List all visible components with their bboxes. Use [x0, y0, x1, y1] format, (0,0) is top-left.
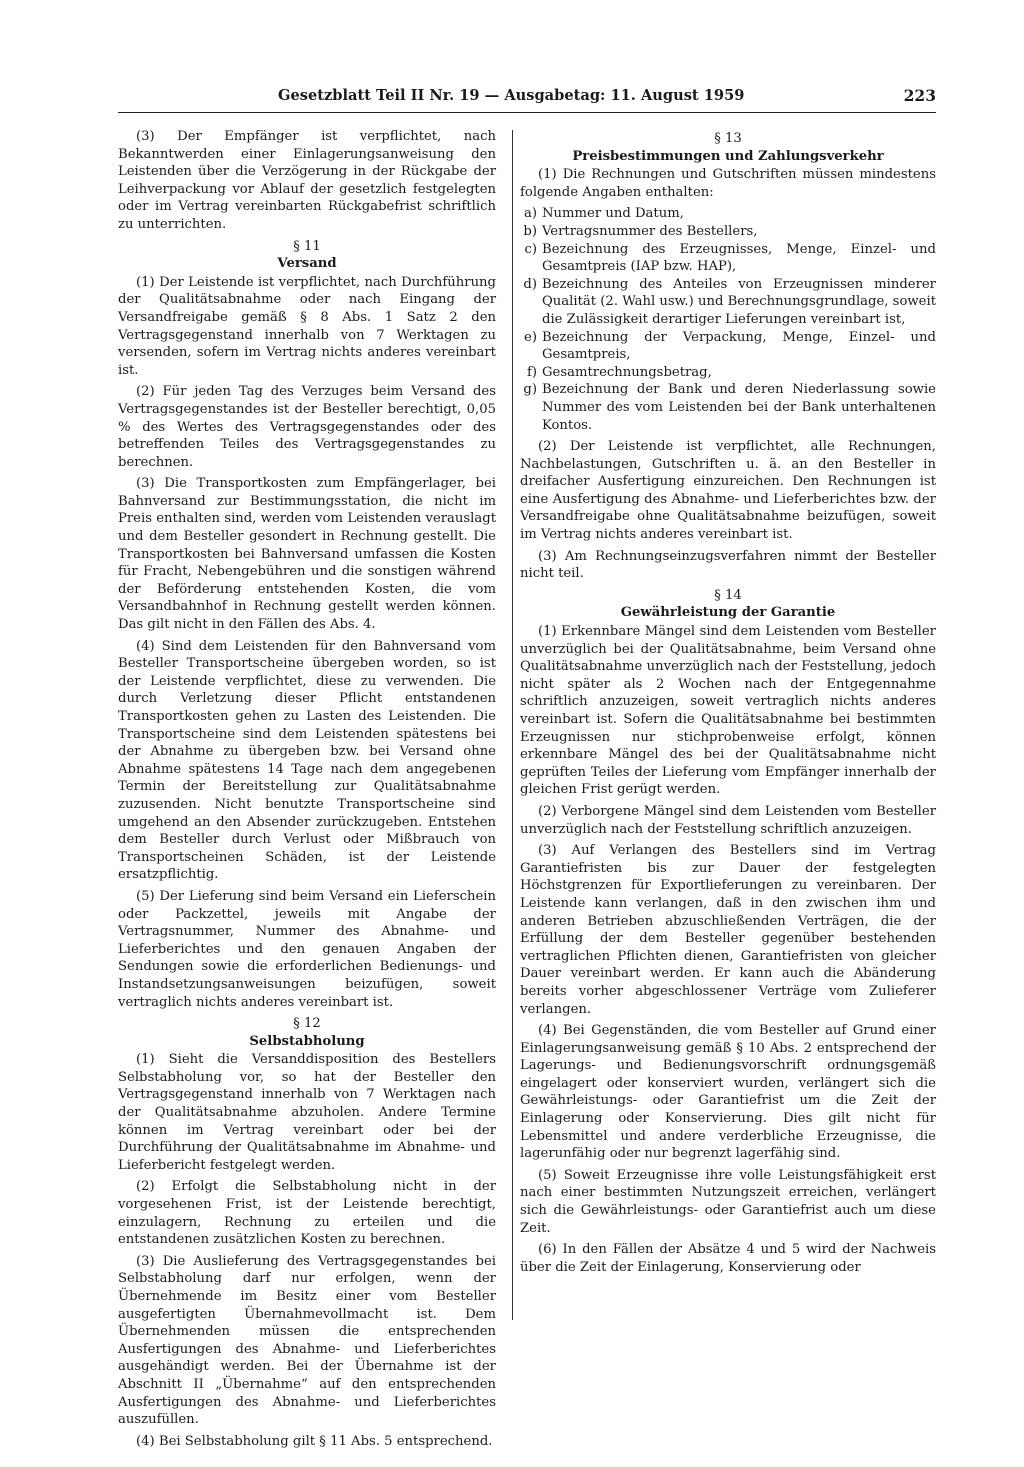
paragraph: (4) Bei Gegenständen, die vom Besteller auf Grund einer Einlagerungsanweisung gemäß § 10 Abs. 2 entsprechend der Lagerungs- und Bedienungsvorschrift ordnungsgemäß eingelagert oder konserviert wurden, verlängert sich die Gewährleistungs- oder Garantiefrist um die Zeit der Einlagerung oder Konservierung. Dies gilt nicht für Lebensmittel und andere verderbliche Erzeugnisse, die lagerunfähig oder nur begrenzt lagerfähig sind.: [520, 1023, 936, 1162]
paragraph: (2) Der Leistende ist verpflichtet, alle Rechnungen, Nachbelastungen, Gutschriften u. ä. an den Besteller in dreifacher Ausfertigung einzureichen. Den Rechnungen ist eine Ausfertigung des Abnahme- und Lieferberichtes bzw. der Versandfreigabe ohne Qualitätsabnahme beizufügen, soweit im Vertrag nichts anderes vereinbart ist.: [520, 439, 936, 543]
list-item: [520, 223, 936, 241]
header-title: Gesetzblatt Teil II Nr. 19 — Ausgabetag: 11. August 1959: [278, 87, 745, 104]
list-marker: c): [524, 241, 537, 257]
section-number: § 13: [714, 131, 742, 146]
list-item: [520, 329, 936, 364]
section-title: Preisbestimmungen und Zahlungsverkehr: [572, 148, 884, 164]
paragraph: (3) Die Transportkosten zum Empfängerlager, bei Bahnversand zur Bestimmungsstation, die nicht im Preis enthalten sind, werden vom Leistenden verauslagt und dem Besteller gesondert in Rechnung gestellt. Die Transportkosten bei Bahnversand umfassen die Kosten für Fracht, Nebengebühren und die sonstigen während der Beförderung entstehenden Kosten, die vom Versandbahnhof in Rechnung gestellt werden können. Das gilt nicht in den Fällen des Abs. 4.: [118, 476, 496, 633]
list-marker: d): [523, 276, 537, 292]
section-title: Versand: [277, 256, 337, 272]
list-item: [520, 276, 936, 329]
list-item: [520, 205, 936, 223]
paragraph: (2) Für jeden Tag des Verzuges beim Versand des Vertragsgegenstandes ist der Besteller berechtigt, 0,05 % des Wertes des Vertragsgegenstandes oder des betreffenden Teiles des Vertragsgegenstandes zu berechnen.: [118, 384, 496, 470]
header-rule: [118, 112, 936, 113]
list-item: [520, 241, 936, 276]
list-item: [520, 381, 936, 434]
paragraph: (6) In den Fällen der Absätze 4 und 5 wird der Nachweis über die Zeit der Einlagerung, Konservierung oder: [520, 1242, 936, 1275]
list-text: Nummer und Datum,: [542, 206, 684, 222]
list-item: [520, 364, 936, 382]
list-marker: g): [523, 382, 537, 398]
paragraph: (3) Der Empfänger ist verpflichtet, nach Bekanntwerden einer Einlagerungsanweisung den Leistenden über die Verzögerung in der Rückgabe der Leihverpackung vor Ablauf der gesetzlich festgelegten oder im Vertrag vereinbarten Rückgabefrist schriftlich zu unterrichten.: [118, 129, 496, 232]
paragraph: (1) Die Rechnungen und Gutschriften müssen mindestens folgende Angaben enthalten:: [520, 167, 936, 200]
section-number: § 12: [293, 1016, 321, 1032]
paragraph: (3) Auf Verlangen des Bestellers sind im Vertrag Garantiefristen bis zur Dauer der festgelegten Höchstgrenzen für Exportlieferungen zu vereinbaren. Der Leistende kann verlangen, daß in den zwischen ihm und anderen Betrieben abzuschließenden Verträgen, die der Erfüllung der dem Besteller gegenüber bestehenden vertraglichen Pflichten dienen, Garantiefristen von gleicher Dauer vereinbart werden. Er kann auch die Abänderung bereits vorher abgeschlossener Verträge vom Zulieferer verlangen.: [520, 843, 936, 1017]
page-number: 223: [903, 86, 936, 105]
list-text: Bezeichnung des Erzeugnisses, Menge, Einzel- und Gesamtpreis (IAP bzw. HAP),: [542, 241, 936, 275]
left-column: [118, 128, 496, 1454]
section-number: § 14: [714, 587, 742, 603]
right-column: [520, 128, 936, 1280]
paragraph: (2) Verborgene Mängel sind dem Leistenden vom Besteller unverzüglich nach der Feststellung schriftlich anzuzeigen.: [520, 803, 936, 837]
list-marker: b): [523, 223, 537, 239]
list-text: Vertragsnummer des Bestellers,: [542, 223, 758, 239]
requirements-list: [520, 205, 936, 434]
section-title: Gewährleistung der Garantie: [620, 605, 836, 621]
paragraph: (1) Erkennbare Mängel sind dem Leistenden vom Besteller unverzüglich bei der Qualitätsabnahme, beim Versand ohne Qualitätsabnahme unverzüglich nach der Feststellung, jedoch nicht später als 2 Wochen nach der Entgegennahme schriftlich anzuzeigen, soweit vertraglich nichts anderes vereinbart ist. Sofern die Qualitätsabnahme bei bestimmten Erzeugnissen nur stichprobenweise erfolgt, können erkennbare Mängel des bei der Qualitätsabnahme nicht geprüften Teiles der Lieferung vom Empfänger innerhalb der gleichen Frist gerügt werden.: [520, 624, 936, 798]
list-marker: a): [523, 206, 537, 222]
paragraph: (1) Sieht die Versanddisposition des Bestellers Selbstabholung vor, so hat der Besteller den Vertragsgegenstand innerhalb von 7 Werktagen nach der Qualitätsabnahme abzuholen. Andere Termine können im Vertrag vereinbart oder bei der Durchführung der Qualitätsabnahme im Abnahme- und Lieferbericht festgelegt werden.: [118, 1052, 496, 1173]
paragraph: (4) Bei Selbstabholung gilt § 11 Abs. 5 entsprechend.: [136, 1433, 493, 1449]
list-text: Bezeichnung der Bank und deren Niederlassung sowie Nummer des vom Leistenden bei der Bank unterhaltenen Kontos.: [542, 382, 936, 433]
paragraph: (1) Der Leistende ist verpflichtet, nach Durchführung der Qualitätsabnahme oder nach Eingang der Versandfreigabe gemäß § 8 Abs. 1 Satz 2 den Vertragsgegenstand innerhalb von 7 Werktagen zu versenden, sofern im Vertrag nichts anderes vereinbart ist.: [118, 274, 496, 378]
list-marker: f): [526, 364, 537, 380]
paragraph: (5) Soweit Erzeugnisse ihre volle Leistungsfähigkeit erst nach einer bestimmten Nutzungszeit erreichen, verlängert sich die Gewährleistungs- oder Garantiefrist auch um diese Zeit.: [520, 1167, 936, 1236]
paragraph: (5) Der Lieferung sind beim Versand ein Lieferschein oder Packzettel, jeweils mit Angabe der Vertragsnummer, Nummer des Abnahme- und Lieferberichtes und den genauen Angaben der Sendungen sowie die erforderlichen Bedienungs- und Instandsetzungsanweisungen beizufügen, soweit vertraglich nichts anderes vereinbart ist.: [118, 888, 496, 1010]
paragraph: (2) Erfolgt die Selbstabholung nicht in der vorgesehenen Frist, ist der Leistende berechtigt, einzulagern, Rechnung zu erteilen und die entstandenen zusätzlichen Kosten zu berechnen.: [118, 1179, 496, 1248]
paragraph: (3) Am Rechnungseinzugsverfahren nimmt der Besteller nicht teil.: [520, 548, 936, 582]
list-text: Gesamtrechnungsbetrag,: [542, 364, 712, 380]
list-text: Bezeichnung des Anteiles von Erzeugnissen minderer Qualität (2. Wahl usw.) und Berechnungsgrundlage, soweit die Zulässigkeit derartiger Lieferungen vereinbart ist,: [542, 276, 936, 327]
list-text: Bezeichnung der Verpackung, Menge, Einzel- und Gesamtpreis,: [542, 329, 936, 363]
list-marker: e): [524, 329, 537, 345]
column-divider: [512, 130, 513, 1320]
paragraph: (3) Die Auslieferung des Vertragsgegenstandes bei Selbstabholung darf nur erfolgen, wenn der Übernehmende im Besitz einer vom Besteller ausgefertigten Übernahmevollmacht ist. Dem Übernehmenden müssen die entsprechenden Ausfertigungen des Abnahme- und Lieferberichtes ausgehändigt werden. Bei der Übernahme ist der Abschnitt II „Übernahme“ auf den entsprechenden Ausfertigungen des Abnahme- und Lieferberichtes auszufüllen.: [118, 1253, 496, 1428]
section-title: Selbstabholung: [249, 1033, 365, 1049]
paragraph: (4) Sind dem Leistenden für den Bahnversand vom Besteller Transportscheine übergeben worden, so ist der Leistende verpflichtet, diese zu verwenden. Die durch Verletzung dieser Pflicht entstandenen Transportkosten gehen zu Lasten des Leistenden. Die Transportscheine sind dem Leistenden spätestens bei der Abnahme zu übergeben bzw. bei Versand ohne Abnahme spätestens 14 Tage nach dem angegebenen Termin der Bereitstellung zur Qualitätsabnahme zuzusenden. Nicht benutzte Transportscheine sind umgehend an den Absender zurückzugeben. Entstehen dem Besteller durch Verlust oder Mißbrauch von Transportscheinen Schäden, ist der Leistende ersatzpflichtig.: [118, 638, 496, 883]
section-number: § 11: [293, 238, 321, 254]
